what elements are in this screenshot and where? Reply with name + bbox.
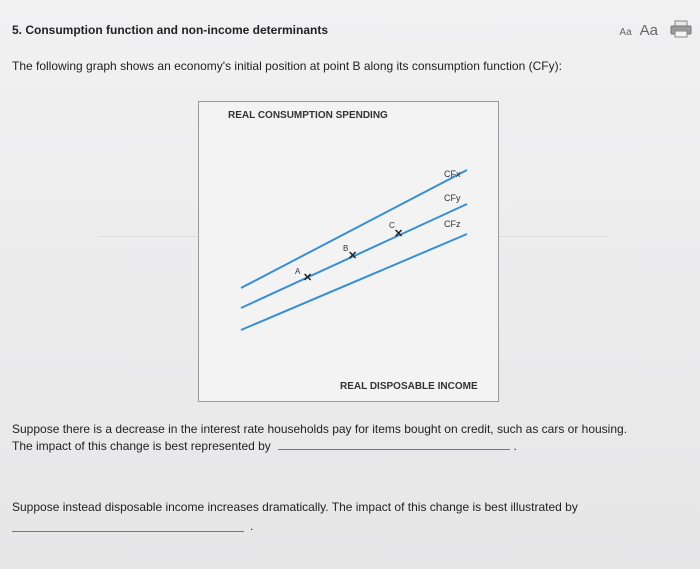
faint-divider-right [498,236,608,237]
consumption-graph [198,101,499,402]
period-1: . [513,439,517,453]
question-1-line-2: The impact of this change is best represented by [12,439,271,453]
curve-label-cfx: CFx [444,169,461,179]
point-label-c: C [389,221,395,230]
faint-divider-left [98,236,198,237]
point-marker-b: ✕ [348,250,358,262]
font-decrease-button[interactable]: Aa [619,27,632,38]
font-size-controls [619,22,658,39]
answer-blank-1[interactable] [278,448,510,450]
problem-title: 5. Consumption function and non-income determinants [12,23,329,37]
curve-label-cfy: CFy [444,193,461,203]
x-axis-label: REAL DISPOSABLE INCOME [340,381,478,392]
intro-text: The following graph shows an economy's initial position at point B along its consumption function (CFy): [12,59,562,73]
period-2: . [250,519,254,533]
y-axis-label: REAL CONSUMPTION SPENDING [228,110,388,121]
point-marker-a: ✕ [303,272,313,284]
curve-label-cfz: CFz [444,219,461,229]
printer-icon[interactable] [670,20,692,38]
curve-line-cfz [241,234,467,330]
point-marker-c: ✕ [394,228,404,240]
question-1-line-1: Suppose there is a decrease in the interest rate households pay for items bought on credit, such as cars or housing. [12,422,628,436]
point-label-b: B [343,244,349,253]
answer-blank-2[interactable] [12,531,244,532]
question-income: Suppose instead disposable income increases dramatically. The impact of this change is best illustrated by [12,500,578,514]
question-1-line-2-wrap [12,438,692,455]
curve-line-cfx [241,170,467,288]
question-interest-rate [12,421,692,455]
point-label-a: A [295,267,301,276]
font-increase-button[interactable]: Aa [639,22,658,39]
